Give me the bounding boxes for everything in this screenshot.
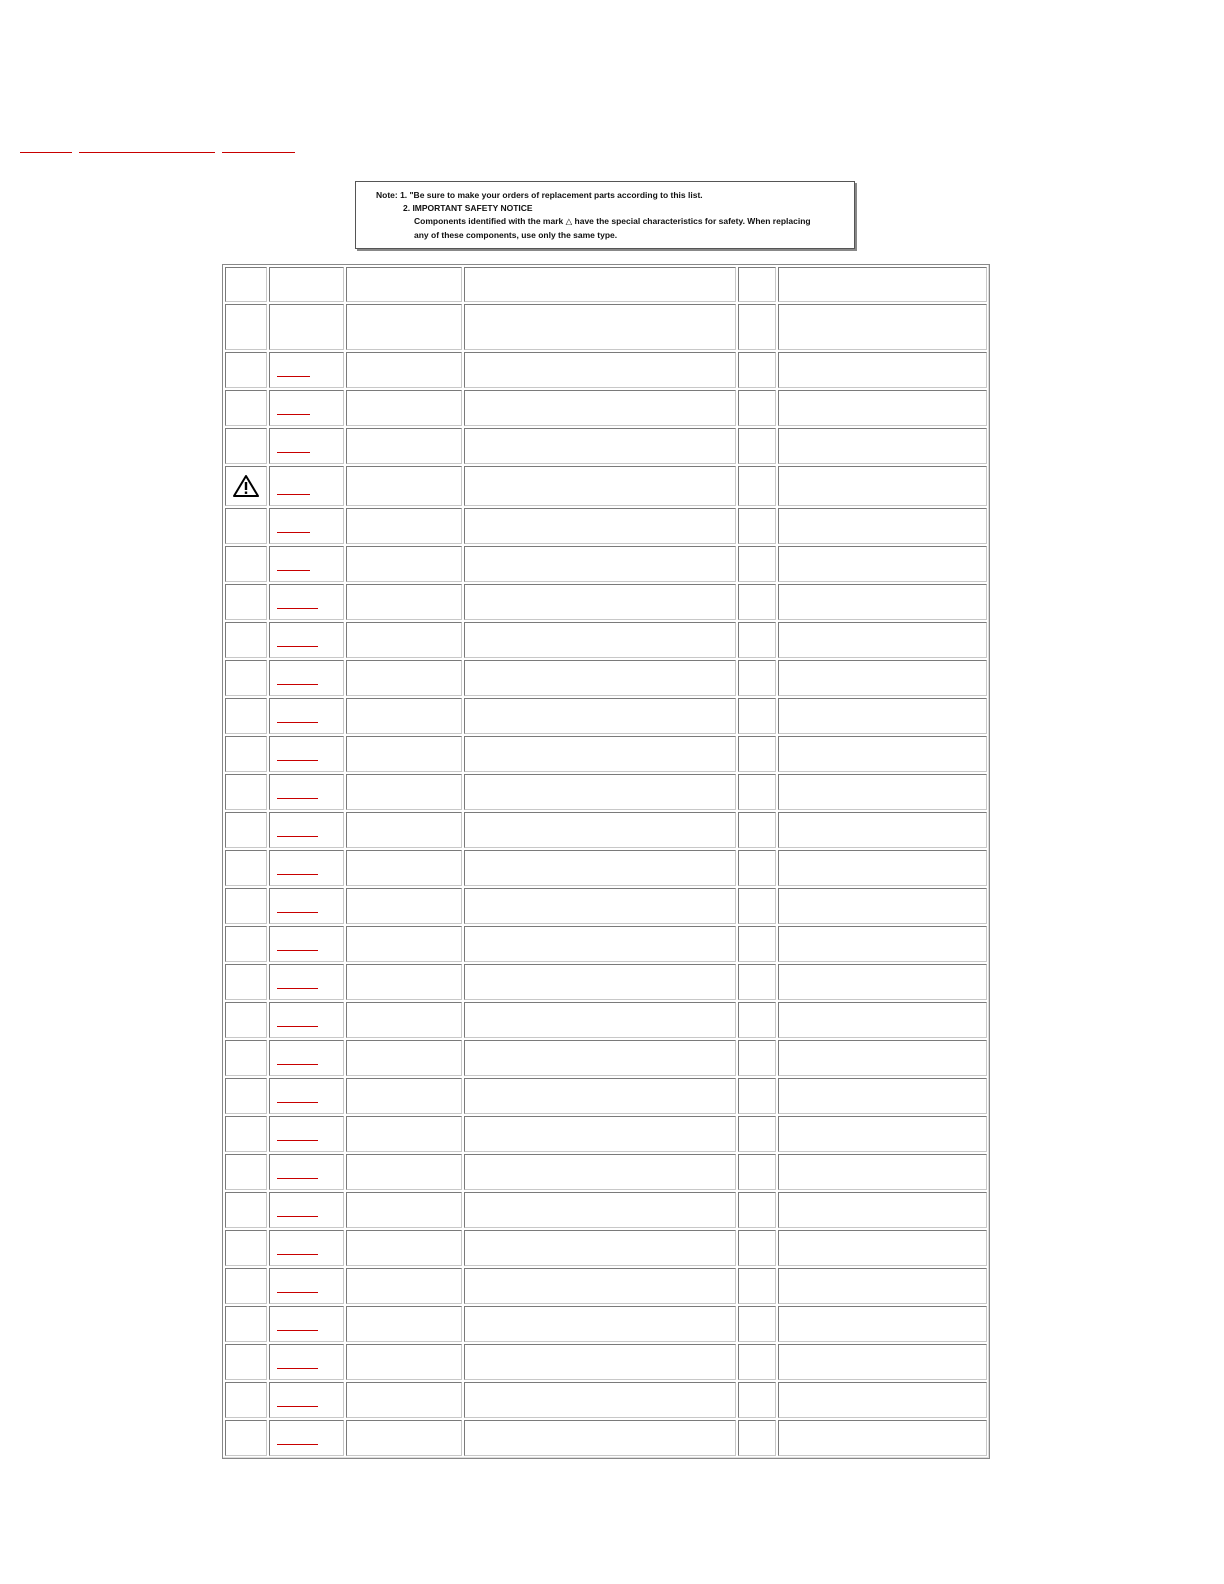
description-cell: [464, 1306, 735, 1342]
quantity-cell: [738, 774, 776, 810]
header-cell: [225, 267, 267, 302]
quantity-cell: [738, 1230, 776, 1266]
table-row: [225, 850, 987, 886]
safety-mark-cell: [225, 508, 267, 544]
table-row: [225, 1306, 987, 1342]
part-number-cell: [346, 1078, 463, 1114]
ref-number-link[interactable]: [277, 834, 318, 837]
subheader-cell: [464, 304, 735, 350]
header-cell: [269, 267, 343, 302]
safety-mark-cell: [225, 390, 267, 426]
ref-number-link[interactable]: [277, 450, 310, 453]
quantity-cell: [738, 390, 776, 426]
remarks-cell: [778, 1268, 987, 1304]
description-cell: [464, 926, 735, 962]
quantity-cell: [738, 660, 776, 696]
quantity-cell: [738, 1116, 776, 1152]
description-cell: [464, 812, 735, 848]
description-cell: [464, 1078, 735, 1114]
part-number-cell: [346, 584, 463, 620]
table-row: [225, 1420, 987, 1456]
description-cell: [464, 1420, 735, 1456]
description-cell: [464, 1230, 735, 1266]
ref-number-link[interactable]: [277, 948, 318, 951]
ref-cell: [269, 698, 343, 734]
ref-number-link[interactable]: [277, 1290, 318, 1293]
ref-cell: [269, 660, 343, 696]
description-cell: [464, 660, 735, 696]
remarks-cell: [778, 698, 987, 734]
remarks-cell: [778, 1306, 987, 1342]
quantity-cell: [738, 1154, 776, 1190]
part-number-cell: [346, 1116, 463, 1152]
ref-number-link[interactable]: [277, 606, 318, 609]
part-number-cell: [346, 1268, 463, 1304]
part-number-cell: [346, 1002, 463, 1038]
part-number-cell: [346, 1420, 463, 1456]
remarks-cell: [778, 1154, 987, 1190]
table-row: [225, 390, 987, 426]
ref-cell: [269, 508, 343, 544]
safety-mark-cell: [225, 1002, 267, 1038]
description-cell: [464, 1116, 735, 1152]
quantity-cell: [738, 584, 776, 620]
remarks-cell: [778, 1192, 987, 1228]
remarks-cell: [778, 1116, 987, 1152]
description-cell: [464, 1268, 735, 1304]
description-cell: [464, 698, 735, 734]
ref-number-link[interactable]: [277, 758, 318, 761]
safety-mark-cell: [225, 1230, 267, 1266]
header-cell: [346, 267, 463, 302]
description-cell: [464, 774, 735, 810]
nav-link-1[interactable]: [20, 149, 72, 153]
remarks-cell: [778, 1002, 987, 1038]
safety-mark-cell: [225, 1192, 267, 1228]
table-row: [225, 926, 987, 962]
quantity-cell: [738, 546, 776, 582]
safety-mark-cell: [225, 1154, 267, 1190]
parts-list-table: [222, 264, 990, 1459]
description-cell: [464, 888, 735, 924]
part-number-cell: [346, 926, 463, 962]
note-line-3: [414, 216, 811, 227]
part-number-cell: [346, 428, 463, 464]
note-line-3-end: have the special characteristics for safety. When replacing: [574, 216, 811, 226]
description-cell: [464, 1002, 735, 1038]
table-row: [225, 812, 987, 848]
quantity-cell: [738, 1040, 776, 1076]
remarks-cell: [778, 1078, 987, 1114]
subheader-cell: [225, 304, 267, 350]
remarks-cell: [778, 1230, 987, 1266]
safety-mark-cell: [225, 546, 267, 582]
ref-cell: [269, 926, 343, 962]
table-row: [225, 466, 987, 506]
ref-cell: [269, 1192, 343, 1228]
table-row: [225, 1002, 987, 1038]
description-cell: [464, 1192, 735, 1228]
ref-cell: [269, 584, 343, 620]
table-row: [225, 774, 987, 810]
safety-mark-cell: [225, 964, 267, 1000]
ref-number-link[interactable]: [277, 412, 310, 415]
remarks-cell: [778, 390, 987, 426]
safety-mark-cell: [225, 1306, 267, 1342]
safety-mark-cell: [225, 698, 267, 734]
quantity-cell: [738, 1344, 776, 1380]
quantity-cell: [738, 850, 776, 886]
safety-mark-cell: [225, 660, 267, 696]
header-cell: [778, 267, 987, 302]
ref-number-link[interactable]: [277, 1328, 318, 1331]
ref-cell: [269, 964, 343, 1000]
table-subheader-row: [225, 304, 987, 350]
ref-cell: [269, 1040, 343, 1076]
note-line-1: Note: 1. "Be sure to make your orders of replacement parts according to this list.: [376, 190, 703, 200]
quantity-cell: [738, 1192, 776, 1228]
ref-cell: [269, 1306, 343, 1342]
description-cell: [464, 546, 735, 582]
ref-number-link[interactable]: [277, 1176, 318, 1179]
remarks-cell: [778, 774, 987, 810]
remarks-cell: [778, 850, 987, 886]
part-number-cell: [346, 546, 463, 582]
part-number-cell: [346, 1040, 463, 1076]
table-row: [225, 660, 987, 696]
part-number-cell: [346, 1306, 463, 1342]
remarks-cell: [778, 584, 987, 620]
table-row: [225, 1078, 987, 1114]
safety-mark-cell: [225, 888, 267, 924]
table-row: [225, 1040, 987, 1076]
ref-number-link[interactable]: [277, 720, 318, 723]
subheader-cell: [269, 304, 343, 350]
safety-mark-cell: [225, 352, 267, 388]
safety-mark-cell: [225, 926, 267, 962]
safety-mark-cell: [225, 1268, 267, 1304]
ref-cell: [269, 546, 343, 582]
ref-number-link[interactable]: [277, 1024, 318, 1027]
table-row: [225, 546, 987, 582]
ref-number-link[interactable]: [277, 492, 310, 495]
safety-mark-cell: [225, 850, 267, 886]
nav-link-2[interactable]: [79, 149, 215, 153]
quantity-cell: [738, 352, 776, 388]
quantity-cell: [738, 736, 776, 772]
safety-mark-cell: [225, 1382, 267, 1418]
table-row: [225, 736, 987, 772]
ref-cell: [269, 1230, 343, 1266]
part-number-cell: [346, 736, 463, 772]
part-number-cell: [346, 1154, 463, 1190]
remarks-cell: [778, 888, 987, 924]
quantity-cell: [738, 964, 776, 1000]
safety-mark-cell: [225, 812, 267, 848]
table-row: [225, 1382, 987, 1418]
safety-mark-cell: [225, 1040, 267, 1076]
ref-cell: [269, 1344, 343, 1380]
table-row: [225, 428, 987, 464]
remarks-cell: [778, 352, 987, 388]
safety-mark-cell: [225, 1344, 267, 1380]
ref-number-link[interactable]: [277, 682, 318, 685]
description-cell: [464, 1154, 735, 1190]
ref-number-link[interactable]: [277, 568, 310, 571]
table-row: [225, 1192, 987, 1228]
subheader-cell: [346, 304, 463, 350]
quantity-cell: [738, 1268, 776, 1304]
part-number-cell: [346, 774, 463, 810]
ref-number-link[interactable]: [277, 530, 310, 533]
quantity-cell: [738, 466, 776, 506]
quantity-cell: [738, 1382, 776, 1418]
table-header-row: [225, 267, 987, 302]
remarks-cell: [778, 812, 987, 848]
table-row: [225, 1230, 987, 1266]
remarks-cell: [778, 1344, 987, 1380]
quantity-cell: [738, 698, 776, 734]
ref-cell: [269, 622, 343, 658]
ref-cell: [269, 1154, 343, 1190]
safety-mark-cell: [225, 774, 267, 810]
safety-mark-cell: [225, 1078, 267, 1114]
table-row: [225, 1116, 987, 1152]
ref-number-link[interactable]: [277, 872, 318, 875]
header-cell: [464, 267, 735, 302]
safety-mark-cell: [225, 1116, 267, 1152]
table-row: [225, 622, 987, 658]
part-number-cell: [346, 1382, 463, 1418]
ref-number-link[interactable]: [277, 796, 318, 799]
part-number-cell: [346, 466, 463, 506]
warning-triangle-icon: [233, 474, 259, 498]
ref-cell: [269, 1002, 343, 1038]
description-cell: [464, 466, 735, 506]
ref-number-link[interactable]: [277, 1062, 318, 1065]
remarks-cell: [778, 964, 987, 1000]
description-cell: [464, 736, 735, 772]
remarks-cell: [778, 926, 987, 962]
ref-cell: [269, 428, 343, 464]
part-number-cell: [346, 850, 463, 886]
quantity-cell: [738, 888, 776, 924]
safety-mark-cell: [225, 584, 267, 620]
ref-number-link[interactable]: [277, 1138, 318, 1141]
ref-number-link[interactable]: [277, 1404, 318, 1407]
description-cell: [464, 1040, 735, 1076]
ref-cell: [269, 1116, 343, 1152]
ref-number-link[interactable]: [277, 374, 310, 377]
ref-cell: [269, 888, 343, 924]
table-row: [225, 1268, 987, 1304]
ref-number-link[interactable]: [277, 1366, 318, 1369]
safety-mark-cell: [225, 1420, 267, 1456]
remarks-cell: [778, 660, 987, 696]
remarks-cell: [778, 508, 987, 544]
table-row: [225, 698, 987, 734]
part-number-cell: [346, 508, 463, 544]
description-cell: [464, 1382, 735, 1418]
note-line-3-start: Components identified with the mark: [414, 216, 564, 226]
table-row: [225, 964, 987, 1000]
part-number-cell: [346, 812, 463, 848]
subheader-cell: [738, 304, 776, 350]
ref-number-link[interactable]: [277, 910, 318, 913]
quantity-cell: [738, 1306, 776, 1342]
quantity-cell: [738, 508, 776, 544]
note-line-4: any of these components, use only the same type.: [414, 230, 618, 240]
part-number-cell: [346, 622, 463, 658]
ref-cell: [269, 1268, 343, 1304]
safety-mark-cell: [225, 736, 267, 772]
remarks-cell: [778, 428, 987, 464]
ref-number-link[interactable]: [277, 1252, 318, 1255]
ref-cell: [269, 466, 343, 506]
safety-mark-symbol: △: [565, 216, 573, 226]
ref-number-link[interactable]: [277, 986, 318, 989]
quantity-cell: [738, 1420, 776, 1456]
part-number-cell: [346, 390, 463, 426]
ref-cell: [269, 352, 343, 388]
header-cell: [738, 267, 776, 302]
part-number-cell: [346, 352, 463, 388]
description-cell: [464, 508, 735, 544]
quantity-cell: [738, 622, 776, 658]
description-cell: [464, 1344, 735, 1380]
safety-mark-cell: [225, 466, 267, 506]
description-cell: [464, 850, 735, 886]
remarks-cell: [778, 736, 987, 772]
part-number-cell: [346, 888, 463, 924]
ref-number-link[interactable]: [277, 1100, 318, 1103]
table-row: [225, 584, 987, 620]
remarks-cell: [778, 466, 987, 506]
nav-link-3[interactable]: [222, 149, 295, 153]
table-row: [225, 1344, 987, 1380]
ref-cell: [269, 850, 343, 886]
ref-cell: [269, 736, 343, 772]
description-cell: [464, 390, 735, 426]
note-line-2: 2. IMPORTANT SAFETY NOTICE: [403, 203, 533, 213]
remarks-cell: [778, 622, 987, 658]
remarks-cell: [778, 546, 987, 582]
part-number-cell: [346, 698, 463, 734]
table-row: [225, 1154, 987, 1190]
part-number-cell: [346, 660, 463, 696]
ref-cell: [269, 1078, 343, 1114]
subheader-cell: [778, 304, 987, 350]
quantity-cell: [738, 428, 776, 464]
description-cell: [464, 352, 735, 388]
ref-cell: [269, 1420, 343, 1456]
quantity-cell: [738, 812, 776, 848]
part-number-cell: [346, 964, 463, 1000]
table-row: [225, 352, 987, 388]
description-cell: [464, 428, 735, 464]
ref-cell: [269, 390, 343, 426]
description-cell: [464, 622, 735, 658]
part-number-cell: [346, 1192, 463, 1228]
part-number-cell: [346, 1344, 463, 1380]
safety-mark-cell: [225, 428, 267, 464]
safety-note-box: [355, 181, 855, 249]
remarks-cell: [778, 1382, 987, 1418]
ref-cell: [269, 774, 343, 810]
table-row: [225, 888, 987, 924]
description-cell: [464, 964, 735, 1000]
safety-mark-cell: [225, 622, 267, 658]
table-row: [225, 508, 987, 544]
remarks-cell: [778, 1040, 987, 1076]
ref-number-link[interactable]: [277, 644, 318, 647]
ref-cell: [269, 1382, 343, 1418]
ref-cell: [269, 812, 343, 848]
part-number-cell: [346, 1230, 463, 1266]
quantity-cell: [738, 926, 776, 962]
quantity-cell: [738, 1002, 776, 1038]
description-cell: [464, 584, 735, 620]
ref-number-link[interactable]: [277, 1214, 318, 1217]
remarks-cell: [778, 1420, 987, 1456]
ref-number-link[interactable]: [277, 1442, 318, 1445]
quantity-cell: [738, 1078, 776, 1114]
